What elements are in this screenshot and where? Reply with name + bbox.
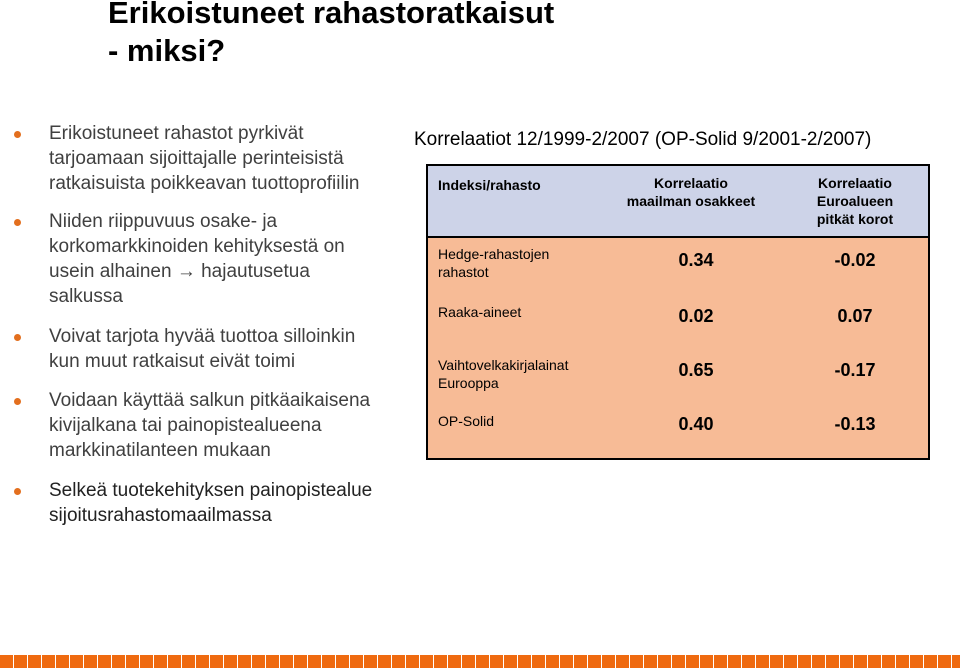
bullet-line: sijoitusrahastomaailmassa	[49, 505, 272, 526]
value-euro-long-rates: -0.17	[834, 360, 876, 380]
slide-title-line-1: Erikoistuneet rahastoratkaisut	[108, 0, 555, 30]
header-cell-world-equities	[606, 174, 776, 210]
bullet-line: Erikoistuneet rahastot pyrkivät	[49, 123, 304, 144]
bullet-item	[49, 324, 419, 374]
correlation-title: Korrelaatiot 12/1999-2/2007 (OP-Solid 9/2001-2/2007)	[414, 129, 872, 150]
header-line: Korrelaatio	[818, 175, 892, 191]
header-line: maailman osakkeet	[626, 193, 756, 209]
row-name-line: Hedge-rahastojen	[438, 246, 550, 262]
bullet-list	[0, 0, 420, 600]
row-name-line: OP-Solid	[438, 413, 495, 429]
bullet-item	[49, 388, 419, 463]
bullet-line: korkomarkkinoiden kehityksestä on	[49, 236, 345, 257]
bullet-dot-icon	[14, 488, 21, 495]
bullet-line: Selkeä tuotekehityksen painopistealue	[49, 480, 373, 501]
bullet-line: kivijalkana tai painopistealueena	[49, 415, 322, 436]
header-line: Korrelaatio	[654, 175, 728, 191]
bullet-dot-icon	[14, 334, 21, 341]
bottom-decorative-bar	[0, 655, 960, 668]
slide-title-line-2: - miksi?	[108, 33, 226, 68]
row-name-line: Vaihtovelkakirjalainat	[438, 357, 569, 373]
row-name-line: rahastot	[438, 264, 489, 280]
bullet-item	[49, 478, 419, 528]
value-euro-long-rates: 0.07	[837, 306, 873, 326]
bullet-dot-icon	[14, 219, 21, 226]
table-row-name	[438, 245, 608, 281]
correlation-table	[426, 164, 930, 460]
value-world-equities: 0.02	[678, 306, 714, 326]
value-world-equities: 0.34	[678, 250, 714, 270]
bullet-dot-icon	[14, 398, 21, 405]
value-world-equities: 0.40	[678, 414, 714, 434]
header-line: Indeksi/rahasto	[438, 177, 541, 193]
header-line: pitkät korot	[816, 211, 894, 227]
table-row-name	[438, 303, 608, 321]
header-cell-index	[438, 176, 598, 194]
row-name-line: Raaka-aineet	[438, 304, 522, 320]
bullet-line: markkinatilanteen mukaan	[49, 440, 271, 461]
value-euro-long-rates: -0.13	[834, 414, 876, 434]
bullet-line: salkussa	[49, 286, 123, 307]
bullet-line: usein alhainen → hajautusetua	[49, 261, 310, 282]
bullet-line: ratkaisuista poikkeavan tuottoprofiilin	[49, 173, 360, 194]
value-world-equities: 0.65	[678, 360, 714, 380]
bullet-line: Niiden riippuvuus osake- ja	[49, 211, 278, 232]
bullet-line: Voidaan käyttää salkun pitkäaikaisena	[49, 390, 371, 411]
row-name-line: Eurooppa	[438, 375, 499, 391]
table-row-name	[438, 412, 608, 430]
bullet-line: tarjoamaan sijoittajalle perinteisistä	[49, 148, 344, 169]
value-euro-long-rates: -0.02	[834, 250, 876, 270]
bullet-line: kun muut ratkaisut eivät toimi	[49, 351, 296, 372]
bullet-item	[49, 209, 419, 309]
table-header	[428, 166, 928, 238]
table-row-name	[438, 356, 628, 392]
bullet-line: Voivat tarjota hyvää tuottoa silloinkin	[49, 326, 356, 347]
bullet-item	[49, 121, 419, 196]
header-line: Euroalueen	[816, 193, 894, 209]
bullet-dot-icon	[14, 131, 21, 138]
header-cell-euro-long-rates	[790, 174, 920, 228]
